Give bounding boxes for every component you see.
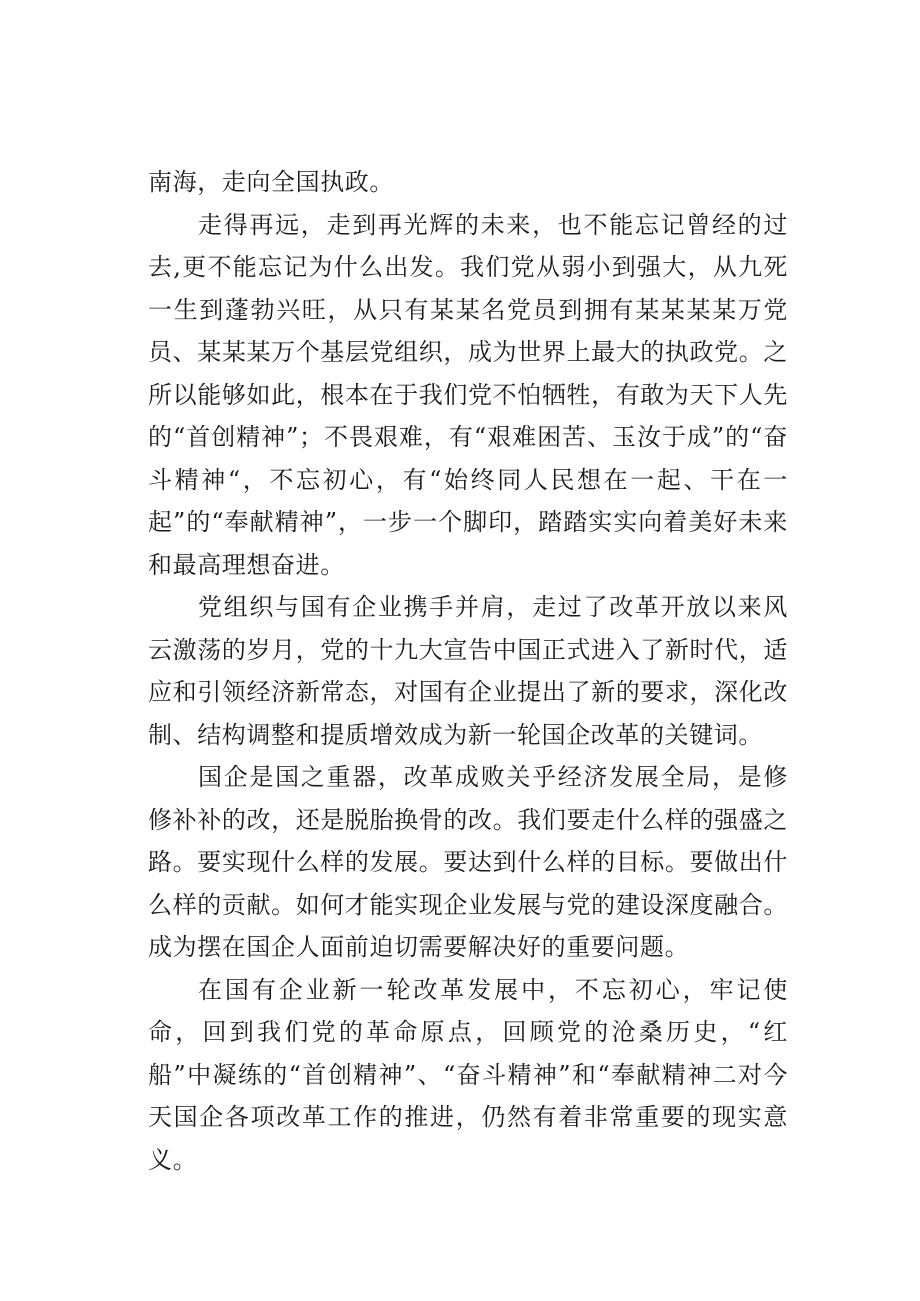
document-body: [148, 161, 788, 1181]
paragraph-5: 在国有企业新一轮改革发展中，不忘初心，牢记使命，回到我们党的革命原点，回顾党的沧桑历史，“红船”中凝练的“首创精神”、“奋斗精神”和“奉献精神二对今天国企各项改革工作的推进，仍然有着非常重要的现实意义。: [148, 975, 788, 1174]
paragraph-4: 国企是国之重器，改革成败关乎经济发展全局，是修修补补的改，还是脱胎换骨的改。我们要走什么样的强盛之路。要实现什么样的发展。要达到什么样的目标。要做出什么样的贡献。如何才能实现企业发展与党的建设深度融合。成为摆在国企人面前迫切需要解决好的重要问题。: [148, 763, 788, 961]
paragraph-1: 南海，走向全国执政。: [148, 168, 394, 196]
paragraph-2: 走得再远，走到再光辉的未来，也不能忘记曾经的过去,更不能忘记为什么出发。我们党从弱小到强大，从九死一生到蓬勃兴旺，从只有某某名党员到拥有某某某某万党员、某某某万个基层党组织，成为世界上最大的执政党。之所以能够如此，根本在于我们党不怕牺牲，有敢为天下人先的“首创精神”；不畏艰难，有“艰难困苦、玉汝于成”的“奋斗精神“，不忘初心，有“始终同人民想在一起、干在一起”的“奉献精神”，一步一个脚印，踏踏实实向着美好未来和最高理想奋进。: [148, 210, 788, 579]
paragraph-3: 党组织与国有企业携手并肩，走过了改革开放以来风云激荡的岁月，党的十九大宣告中国正式进入了新时代，适应和引领经济新常态，对国有企业提出了新的要求，深化改制、结构调整和提质增效成为新一轮国企改革的关键词。: [148, 593, 788, 749]
